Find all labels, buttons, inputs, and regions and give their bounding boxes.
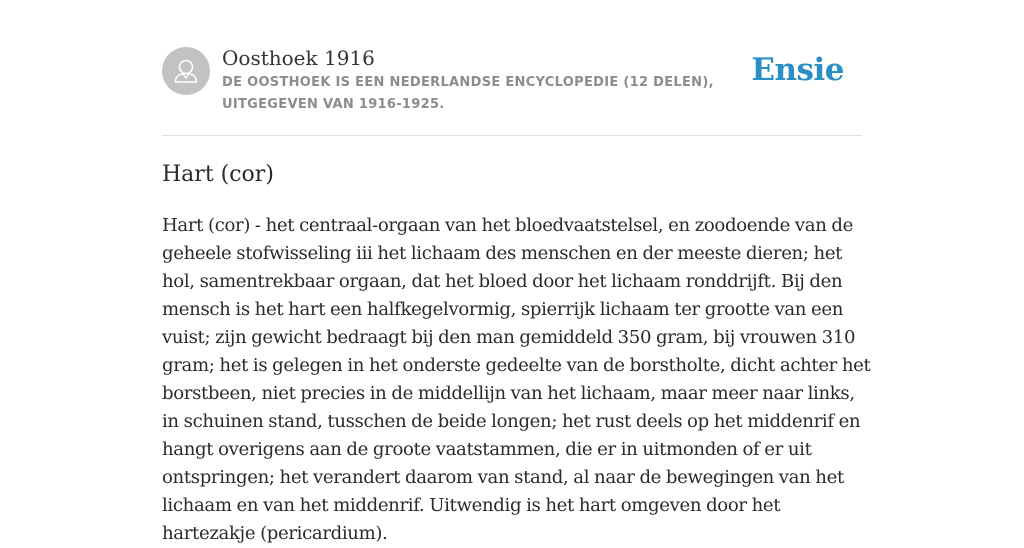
user-icon: [162, 47, 210, 95]
source-avatar[interactable]: [162, 47, 210, 95]
article-title: Hart (cor): [162, 162, 274, 187]
ensie-logo[interactable]: Ensie: [751, 52, 844, 88]
source-description: DE OOSTHOEK IS EEN NEDERLANDSE ENCYCLOPEDIE (12 DELEN), UITGEGEVEN VAN 1916-1925.: [222, 75, 714, 112]
source-title-link[interactable]: Oosthoek 1916: [222, 46, 375, 70]
source-header: [162, 0, 862, 136]
article-body: Hart (cor) - het centraal-orgaan van het bloedvaatstelsel, en zoodoende van de geheele stofwisseling iii het lichaam des menschen en der meeste dieren; het hol, samentrekbaar orgaan, dat het bloed door het lichaam ronddrijft. Bij den mensch is het hart een halfkegelvormig, spierrijk lichaam ter grootte van een vuist; zijn gewicht bedraagt bij den man gemiddeld 350 gram, bij vrouwen 310 gram; het is gelegen in het onderste gedeelte van de borstholte, dicht achter het borstbeen, niet precies in de middellijn van het lichaam, maar meer naar links, in schuinen stand, tusschen de beide longen; het rust deels op het middenrif en hangt overigens aan de groote vaatstammen, die er in uitmonden of er uit ontspringen; het verandert daarom van stand, al naar de bewegingen van het lichaam en van het middenrif. Uitwendig is het hart omgeven door het hartezakje (pericardium).: [162, 215, 871, 544]
page-container: [162, 0, 871, 544]
